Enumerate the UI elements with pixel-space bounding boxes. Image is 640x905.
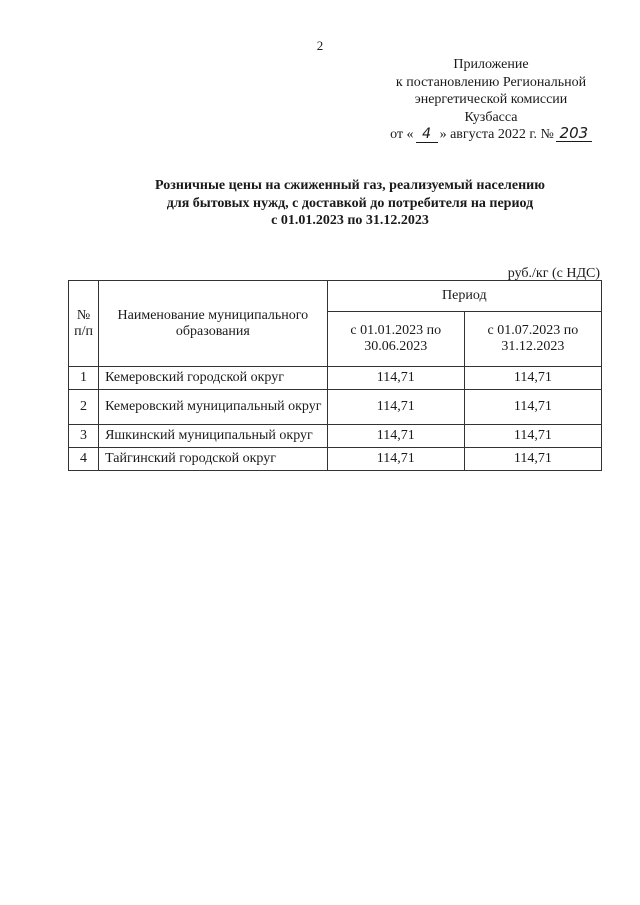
header-name: Наименование муниципального образования — [99, 281, 328, 367]
row-num: 1 — [69, 367, 99, 390]
table-row — [69, 367, 602, 390]
appendix-date-line — [360, 126, 622, 144]
page-number: 2 — [316, 38, 324, 53]
row-price-1: 114,71 — [327, 390, 464, 425]
row-name: Кемеровский муниципальный округ — [99, 390, 328, 425]
row-price-1: 114,71 — [327, 367, 464, 390]
title-line-3: с 01.01.2023 по 31.12.2023 — [271, 213, 429, 228]
title-line-2: для бытовых нужд, с доставкой до потребителя на период — [166, 195, 534, 211]
date-mid: » августа 2022 г. № — [439, 127, 554, 142]
appendix-header — [360, 56, 622, 144]
header-num: № п/п — [69, 281, 99, 367]
row-price-1: 114,71 — [327, 448, 464, 471]
table-row — [69, 425, 602, 448]
units-label: руб./кг (с НДС) — [507, 266, 600, 281]
handwritten-day: 4 — [416, 127, 438, 143]
row-num: 4 — [69, 448, 99, 471]
appendix-line-2: к постановлению Региональной — [395, 74, 587, 90]
row-num: 2 — [69, 390, 99, 425]
row-name: Кемеровский городской округ — [99, 367, 328, 390]
header-period: Период — [327, 281, 601, 312]
table-row — [69, 448, 602, 471]
title-line-1: Розничные цены на сжиженный газ, реализуемый населению — [155, 178, 545, 193]
row-price-1: 114,71 — [327, 425, 464, 448]
appendix-line-4: Кузбасса — [464, 109, 518, 125]
document-title — [90, 177, 610, 230]
appendix-line-3: энергетической комиссии — [414, 92, 568, 107]
handwritten-number: 203 — [556, 126, 592, 142]
header-row-1 — [69, 281, 602, 312]
header-period-2: с 01.07.2023 по 31.12.2023 — [464, 312, 601, 367]
row-name: Тайгинский городской округ — [99, 448, 328, 471]
appendix-line-1: Приложение — [453, 57, 529, 72]
header-period-1: с 01.01.2023 по 30.06.2023 — [327, 312, 464, 367]
row-price-2: 114,71 — [464, 390, 601, 425]
price-table — [68, 280, 602, 471]
row-name: Яшкинский муниципальный округ — [99, 425, 328, 448]
date-prefix: от « — [390, 127, 414, 142]
row-price-2: 114,71 — [464, 425, 601, 448]
table-row — [69, 390, 602, 425]
row-price-2: 114,71 — [464, 367, 601, 390]
row-price-2: 114,71 — [464, 448, 601, 471]
row-num: 3 — [69, 425, 99, 448]
